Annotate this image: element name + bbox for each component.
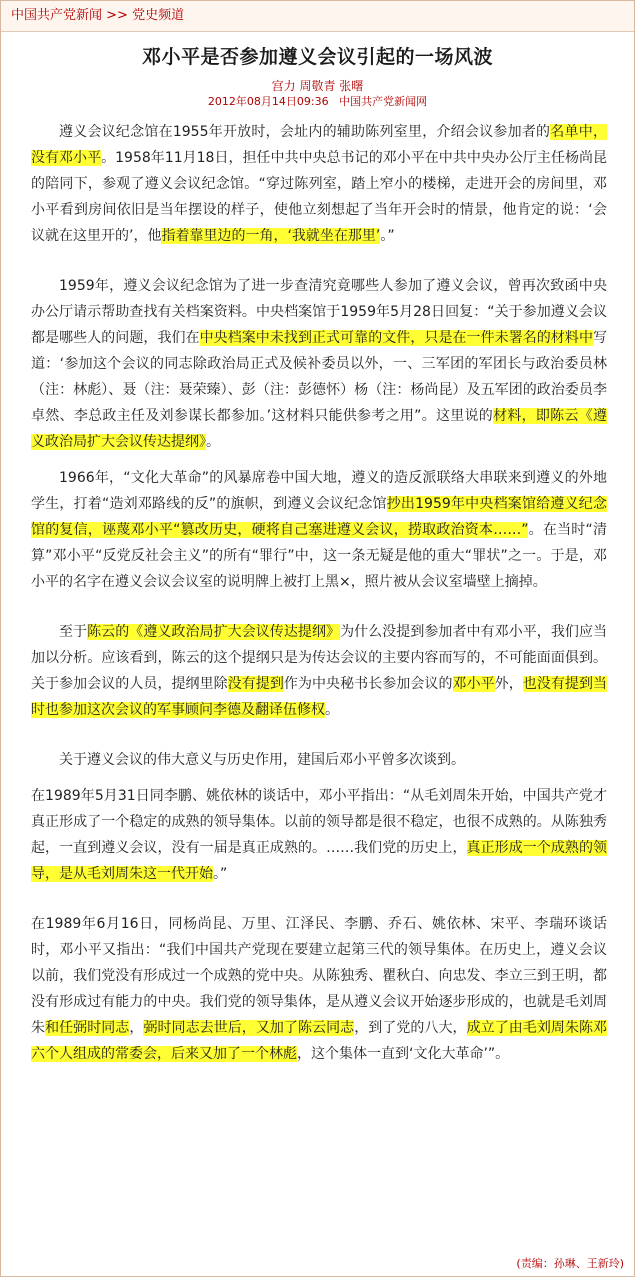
breadcrumb-site-link[interactable]: 中国共产党新闻 <box>11 8 103 23</box>
paragraph-text: ，到了党的八大， <box>354 1020 467 1036</box>
paragraph-text: ， <box>129 1020 144 1036</box>
highlighted-text: 没有提到 <box>227 676 284 692</box>
paragraph-3 <box>31 465 607 595</box>
paragraph-text: 1959年，遵义会议纪念馆为了进一步查清究竟哪些人参加了遵义会议，曾再次致函中央办公厅请示帮助查找有关档案资料。中央档案馆于1959年5月28日回复：“关于参加遵义会议都是哪些人的问题，我们在 <box>31 278 607 346</box>
article-title: 邓小平是否参加遵义会议引起的一场风波 <box>141 46 493 68</box>
paragraph-1 <box>31 119 607 249</box>
highlighted-text: 弼时同志去世后，又加了陈云同志 <box>143 1020 355 1036</box>
highlighted-text: 名单中，没有邓小平 <box>31 124 607 166</box>
article-meta <box>1 94 634 110</box>
highlighted-text: 也没有提到当时也参加这次会议的军事顾问李德及翻译伍修权 <box>31 676 608 718</box>
paragraph-text: 。” <box>380 228 395 244</box>
highlighted-text: 邓小平 <box>452 676 495 692</box>
highlighted-text: 成立了由毛刘周朱陈邓六个人组成的常委会，后来又加了一个林彪 <box>31 1020 608 1062</box>
article-body <box>31 119 607 1067</box>
article-authors: 宫力 周敬青 张曙 <box>271 79 364 93</box>
article-date: 2012年08月14日09:36 <box>207 95 329 108</box>
highlighted-text: 中央档案中未找到正式可靠的文件，只是在一件未署名的材料中 <box>199 330 594 346</box>
paragraph-text: ，这个集体一直到‘文化大革命’”。 <box>297 1046 510 1062</box>
highlighted-text: 陈云的《遵义政治局扩大会议传达提纲》 <box>87 624 341 640</box>
article-editor: (责编：孙琳、王新玲) <box>516 1257 624 1270</box>
breadcrumb-separator: >> <box>102 8 133 23</box>
paragraph-2 <box>31 273 607 455</box>
breadcrumb <box>1 1 634 32</box>
highlighted-text: 指着靠里边的一角，‘我就坐在那里’ <box>161 228 381 244</box>
article-source-link[interactable]: 中国共产党新闻网 <box>339 95 428 108</box>
paragraph-text: 为什么没提到参加者中有邓小平，我们应当加以分析。应该看到，陈云的这个提纲只是为传达会议的主要内容而写的，不可能面面俱到。关于参加会议的人员，提纲里除 <box>31 624 608 692</box>
paragraph-text: 作为中央秘书长参加会议的 <box>283 676 453 692</box>
paragraph-text: 1966年，“文化大革命”的风暴席卷中国大地，遵义的造反派联络大串联来到遵义的外地学生，打着“造刘邓路线的反”的旗帜，到遵义会议纪念馆 <box>31 470 607 512</box>
paragraph-text: 至于 <box>59 624 88 640</box>
paragraph-4 <box>31 619 607 723</box>
paragraph-text: 外， <box>494 676 523 692</box>
paragraph-text: 在1989年5月31日同李鹏、姚依林的谈话中，邓小平指出：“从毛刘周朱开始，中国共产党才真正形成了一个稳定的成熟的领导集体。以前的领导都是很不稳定，也很不成熟的。从陈独秀起，一直到遵义会议，没有一届是真正成熟的。……我们党的历史上， <box>31 788 607 856</box>
paragraph-text: 在1989年6月16日，同杨尚昆、万里、江泽民、李鹏、乔石、姚依林、宋平、李瑞环谈话时，邓小平又指出：“我们中国共产党现在要建立起第三代的领导集体。在历史上，遵义会议以前，我们党没有形成过一个成熟的党中央。从陈独秀、瞿秋白、向忠发、李立三到王明，都没有形成过有能力的中央。我们党的领导集体，是从遵义会议开始逐步形成的，也就是毛刘周朱 <box>31 916 607 1036</box>
paragraph-7 <box>31 911 607 1067</box>
paragraph-text: 遵义会议纪念馆在1955年开放时，会址内的辅助陈列室里，介绍会议参加者的 <box>59 124 551 140</box>
paragraph-5 <box>31 747 607 773</box>
paragraph-text: 。1958年11月18日，担任中共中央总书记的邓小平在中共中央办公厅主任杨尚昆的陪同下，参观了遵义会议纪念馆。“穿过陈列室，踏上窄小的楼梯，走进开会的房间里，邓小平看到房间依旧是当年摆设的样子，使他立刻想起了当年开会时的情景，他肯定的说：‘会议就在这里开的’，他 <box>31 150 608 244</box>
paragraph-text: 。” <box>213 866 228 882</box>
highlighted-text: 真正形成一个成熟的领导，是从毛刘周朱这一代开始 <box>31 840 608 882</box>
paragraph-text: 。 <box>325 702 339 718</box>
highlighted-text: 抄出1959年中央档案馆给遵义纪念馆的复信，诬蔑邓小平“篡改历史，硬将自己塞进遵义会议，捞取政治资本……” <box>31 496 607 538</box>
paragraph-text: 关于遵义会议的伟大意义与历史作用，建国后邓小平曾多次谈到。 <box>59 752 465 768</box>
paragraph-text: 。 <box>206 434 220 450</box>
highlighted-text: 材料，即陈云《遵义政治局扩大会议传达提纲》 <box>31 408 608 450</box>
paragraph-text: 写道：‘参加这个会议的同志除政治局正式及候补委员以外，一、三军团的军团长与政治委员林（注：林彪）、聂（注：聂荣臻）、彭（注：彭德怀）杨（注：杨尚昆）及五军团的政治委员李卓然、李总政主任及刘参谋长都参加。’这材料只能供参考之用”。这里说的 <box>31 330 608 424</box>
breadcrumb-channel-link[interactable]: 党史频道 <box>132 8 185 23</box>
paragraph-text: 。在当时“清算”邓小平“反党反社会主义”的所有“罪行”中，这一条无疑是他的重大“罪状”之一。于是，邓小平的名字在遵义会议会议室的说明牌上被打上黑×，照片被从会议室墙壁上摘掉。 <box>31 522 607 590</box>
paragraph-6 <box>31 783 607 887</box>
highlighted-text: 和任弼时同志 <box>45 1020 130 1036</box>
